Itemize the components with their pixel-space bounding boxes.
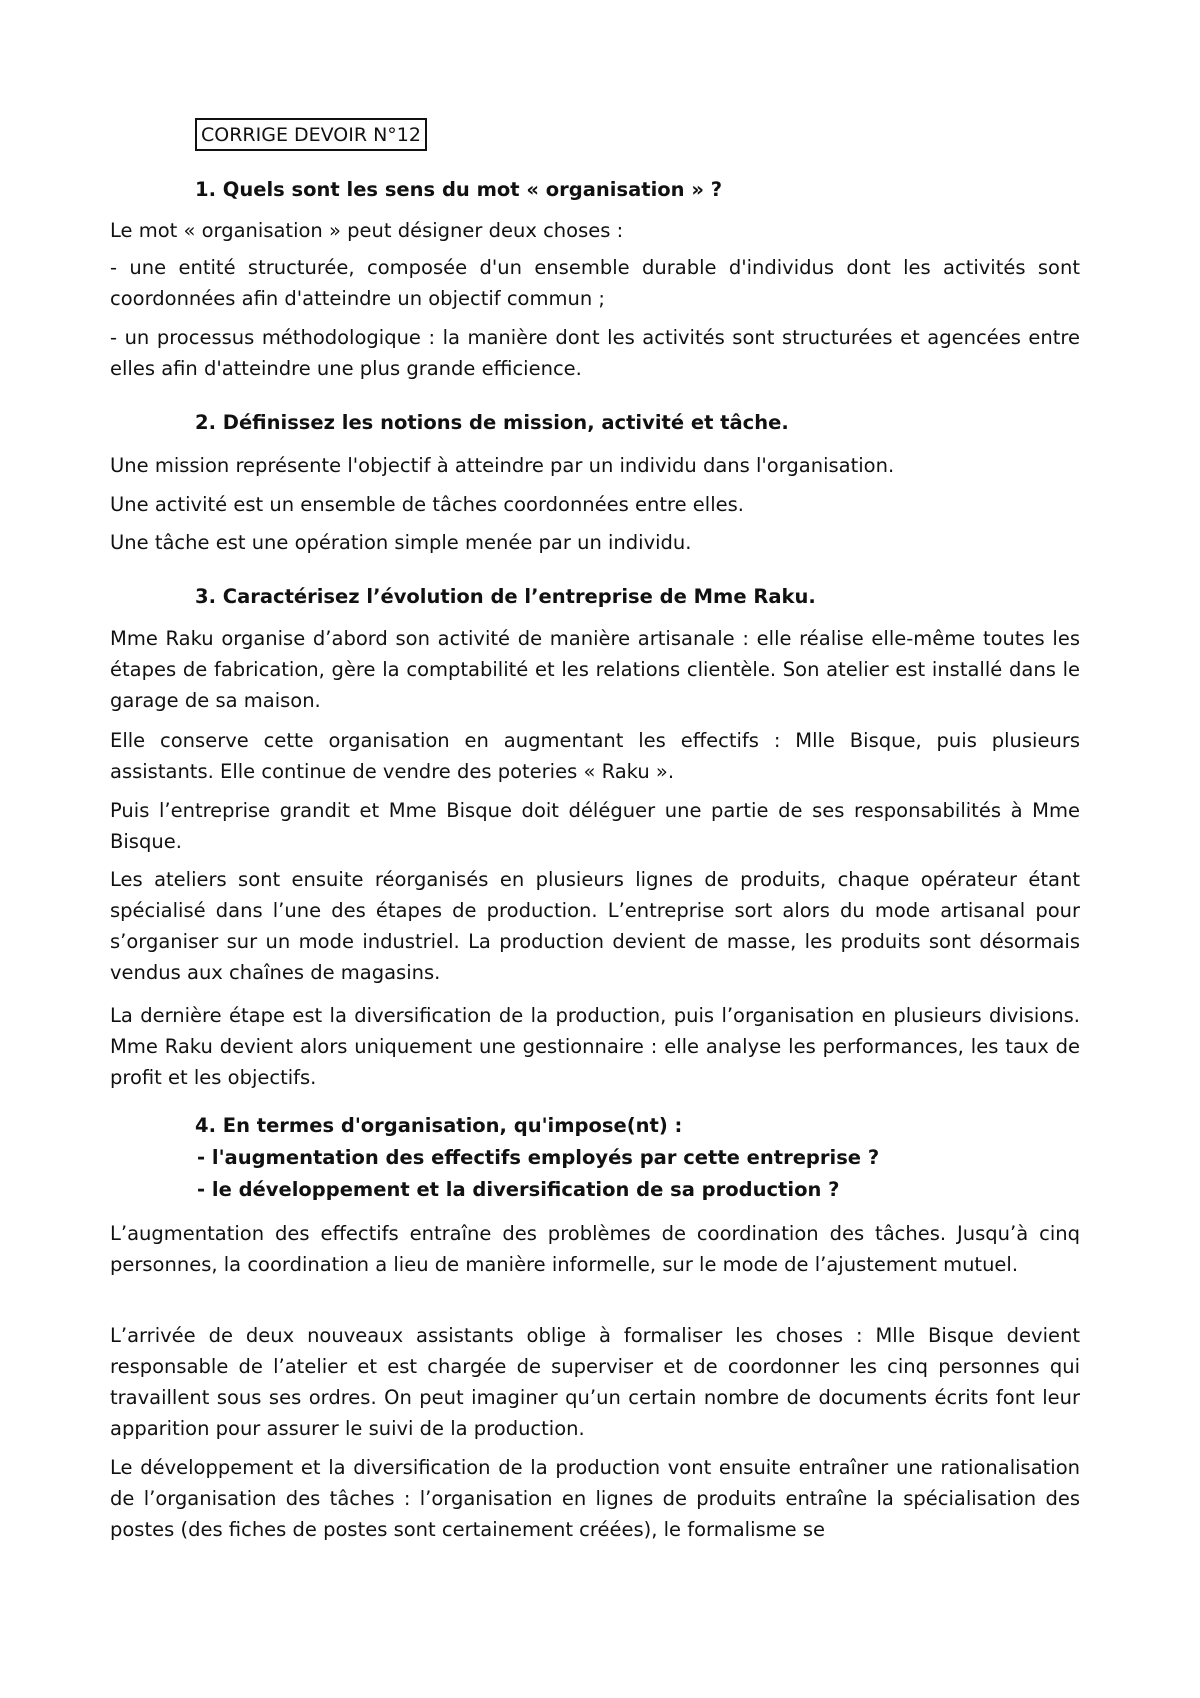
question-1-heading: 1. Quels sont les sens du mot « organisation » ? (195, 178, 723, 201)
answer-3-paragraph-1: Mme Raku organise d’abord son activité de manière artisanale : elle réalise elle-même toutes les étapes de fabrication, gère la comptabilité et les relations clientèle. Son atelier est installé dans le garage de sa maison. (110, 627, 1080, 712)
question-4-sub-2: - le développement et la diversification de sa production ? (197, 1178, 840, 1201)
question-4-sub-1: - l'augmentation des effectifs employés par cette entreprise ? (197, 1146, 880, 1169)
answer-3-paragraph-4: Les ateliers sont ensuite réorganisés en plusieurs lignes de produits, chaque opérateur étant spécialisé dans l’une des étapes de production. L’entreprise sort alors du mode artisanal pour s’organiser sur un mode industriel. La production devient de masse, les produits sont désormais vendus aux chaînes de magasins. (110, 868, 1080, 984)
answer-2-paragraph-2: Une activité est un ensemble de tâches coordonnées entre elles. (110, 493, 744, 516)
answer-4-paragraph-3: Le développement et la diversification de la production vont ensuite entraîner une rationalisation de l’organisation des tâches : l’organisation en lignes de produits entraîne la spécialisation des postes (des fiches de postes sont certainement créées), le formalisme se (110, 1456, 1080, 1541)
answer-1-paragraph-1: Le mot « organisation » peut désigner deux choses : (110, 219, 624, 242)
question-3-heading: 3. Caractérisez l’évolution de l’entreprise de Mme Raku. (195, 585, 816, 608)
document-title: CORRIGE DEVOIR N°12 (195, 118, 427, 151)
answer-1-paragraph-3: - un processus méthodologique : la manière dont les activités sont structurées et agencées entre elles afin d'atteindre une plus grande efficience. (110, 326, 1080, 380)
answer-2-paragraph-1: Une mission représente l'objectif à atteindre par un individu dans l'organisation. (110, 454, 895, 477)
question-4-heading (195, 1110, 879, 1206)
answer-4-paragraph-1: L’augmentation des effectifs entraîne des problèmes de coordination des tâches. Jusqu’à cinq personnes, la coordination a lieu de manière informelle, sur le mode de l’ajustement mutuel. (110, 1222, 1080, 1276)
answer-3-paragraph-3: Puis l’entreprise grandit et Mme Bisque doit déléguer une partie de ses responsabilités à Mme Bisque. (110, 799, 1080, 853)
answer-4-paragraph-2: L’arrivée de deux nouveaux assistants oblige à formaliser les choses : Mlle Bisque devient responsable de l’atelier et est chargée de superviser et de coordonner les cinq personnes qui travaillent sous ses ordres. On peut imaginer qu’un certain nombre de documents écrits font leur apparition pour assurer le suivi de la production. (110, 1324, 1080, 1440)
answer-3-paragraph-5: La dernière étape est la diversification de la production, puis l’organisation en plusieurs divisions. Mme Raku devient alors uniquement une gestionnaire : elle analyse les performances, les taux de profit et les objectifs. (110, 1004, 1080, 1089)
question-4-intro: 4. En termes d'organisation, qu'impose(nt) : (195, 1114, 683, 1137)
answer-2-paragraph-3: Une tâche est une opération simple menée par un individu. (110, 531, 692, 554)
answer-1-paragraph-2: - une entité structurée, composée d'un ensemble durable d'individus dont les activités sont coordonnées afin d'atteindre un objectif commun ; (110, 256, 1080, 310)
question-2-heading: 2. Définissez les notions de mission, activité et tâche. (195, 411, 789, 434)
answer-3-paragraph-2: Elle conserve cette organisation en augmentant les effectifs : Mlle Bisque, puis plusieurs assistants. Elle continue de vendre des poteries « Raku ». (110, 729, 1080, 783)
